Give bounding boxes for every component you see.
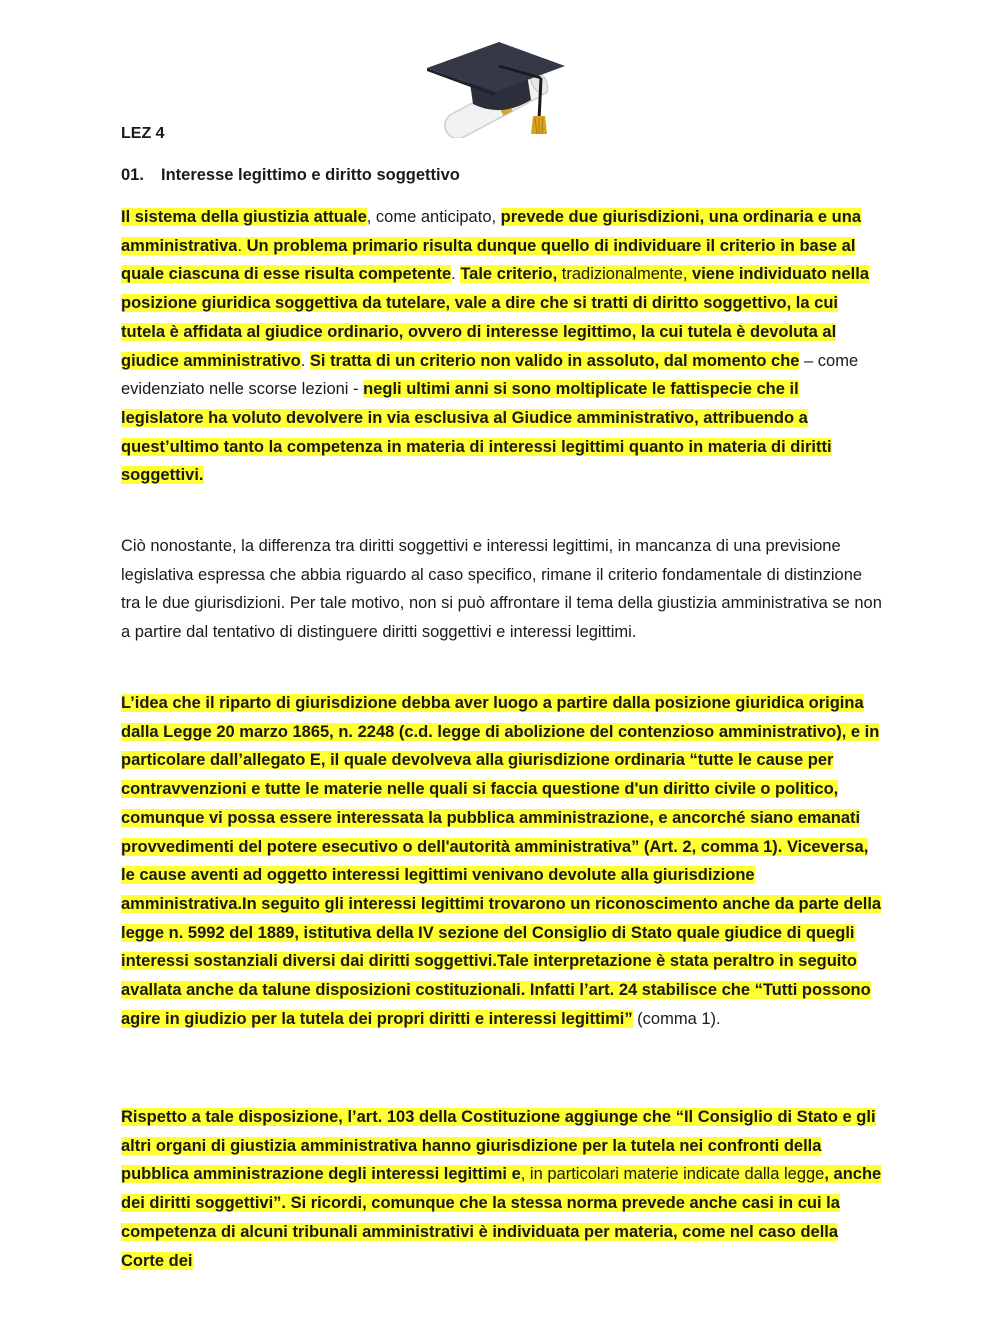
text-run: L’idea che il riparto di giurisdizione debba aver luogo a partire dalla posizione giuridica origina dalla Legge 20 marzo 1865, n. 2248: [121, 694, 864, 741]
text-run: .: [300, 351, 310, 370]
text-run: (comma 1).: [632, 1009, 721, 1028]
text-run: – come evidenziato nelle scorse lezioni -: [121, 351, 859, 399]
text-run: .: [237, 236, 247, 255]
text-run: viene individuato nella posizione giuridica soggettiva da tutelare, vale a dire che si tratti di diritto soggettivo, la cui tutela è affidata al giudice ordinario, ovvero di interesse legittimo, la cui tutela è devoluta al giudice amministrativo: [121, 265, 870, 370]
text-run: (c.d. legge di abolizione del contenzioso amministrativo),: [394, 722, 851, 741]
graduation-cap-diploma-icon: [421, 38, 569, 138]
text-run: tradizionalmente,: [561, 265, 693, 284]
text-run: Tale criterio,: [460, 265, 562, 284]
section-title: Interesse legittimo e diritto soggettivo: [161, 166, 460, 184]
paragraph-2: Ciò nonostante, la differenza tra diritti soggettivi e interessi legittimi, in mancanza di una previsione legislativa espressa che abbia riguardo al caso specifico, rimane il criterio fondamentale di distinzione tra le due giurisdizioni. Per tale motivo, non si può affrontare il tema della giustizia amministrativa se non a partire dal tentativo di distinguere diritti soggettivi e interessi legittimi.: [121, 537, 882, 642]
paragraph-3: [121, 689, 883, 1033]
section-number: 01.: [121, 166, 144, 184]
text-run: negli ultimi anni si sono moltiplicate le fattispecie che il legislatore ha voluto devolvere in via esclusiva al Giudice amministrativo, attribuendo a quest’ultimo tanto la competenza in materia di interessi legittimi quanto in materia di diritti soggettivi.: [121, 380, 832, 485]
text-run: , anche dei diritti soggettivi”. Si ricordi, comunque che la stessa norma prevede anche casi in cui la competenza di alcuni tribunali amministrativi è individuata per materia, come nel caso della Corte dei: [121, 1165, 882, 1270]
lesson-label: LEZ 4: [121, 125, 165, 142]
text-run: , in particolari materie indicate dalla legge: [520, 1165, 825, 1184]
text-run: Il sistema della giustizia attuale: [121, 208, 367, 226]
text-run: , come anticipato,: [366, 208, 501, 226]
text-run: e in particolare dall’allegato E, il quale devolveva alla giurisdizione ordinaria “tutte le cause per contravvenzioni e tutte le materie nelle quali si faccia questione d'un diritto civile o politico, comunque vi possa essere interessata la pubblica amministrazione, e ancorché siano emanati provvedimenti del potere esecutivo o dell'autorità amministrativa” (Art. 2, comma 1). Viceversa, le cause aventi ad oggetto interessi legittimi venivano devolute alla giurisdizione amministrativa.In seguito gli interessi legittimi trovarono un riconoscimento anche da parte della legge n. 5992 del 1889, istitutiva della IV sezione del Consiglio di Stato quale giudice di quegli interessi sostanziali diversi dai diritti soggettivi.Tale interpretazione è stata peraltro in seguito avallata anche da talune disposizioni costituzionali. Infatti l’art. 24 stabilisce che “Tutti possono agire in giudizio per la tutela dei propri diritti e interessi legittimi”: [121, 722, 882, 1028]
text-run: .: [451, 265, 461, 284]
paragraph-1: [121, 203, 883, 490]
text-run: Rispetto a tale disposizione, l’art. 103 della Costituzione aggiunge che “Il Consiglio di Stato e gli altri organi di giustizia amministrativa hanno giurisdizione per la tutela nei confronti della pubblica amministrazione degli interessi legittimi e: [121, 1108, 876, 1184]
paragraph-4: [121, 1103, 883, 1275]
text-run: prevede due giurisdizioni, una ordinaria e una amministrativa: [121, 208, 861, 255]
text-run: Si tratta di un criterio non valido in assoluto, dal momento che: [309, 351, 800, 370]
section-heading: [121, 165, 460, 185]
text-run: Un problema primario risulta dunque quello di individuare il criterio in base al quale ciascuna di esse risulta competente: [121, 236, 856, 284]
